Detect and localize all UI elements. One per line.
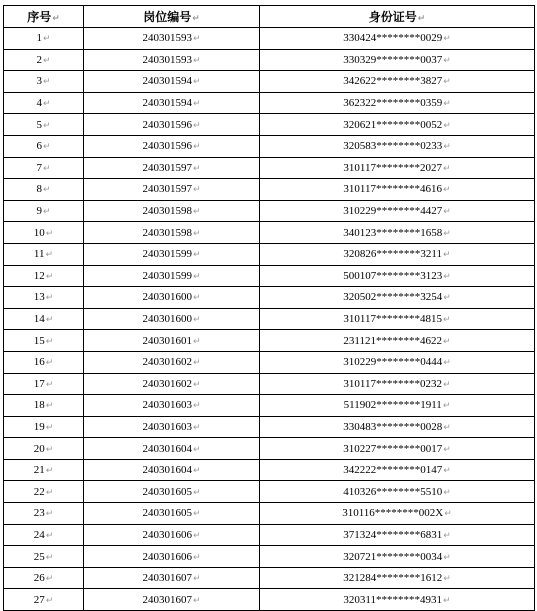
table-row <box>4 373 535 395</box>
id-number-cell: 310117********4815↵ <box>260 308 535 330</box>
paragraph-mark-icon: ↵ <box>45 336 54 347</box>
paragraph-mark-icon: ↵ <box>192 422 201 433</box>
paragraph-mark-icon: ↵ <box>42 77 51 88</box>
position-code-cell: 240301603↵ <box>84 416 260 438</box>
paragraph-mark-icon: ↵ <box>42 185 51 196</box>
id-number-cell: 231121********4622↵ <box>260 330 535 352</box>
paragraph-mark-icon: ↵ <box>443 271 451 282</box>
id-number-cell: 320826********3211↵ <box>260 243 535 265</box>
paragraph-mark-icon: ↵ <box>192 207 201 218</box>
paragraph-mark-icon: ↵ <box>52 14 60 24</box>
position-code-cell: 240301604↵ <box>84 438 260 460</box>
candidate-table <box>3 5 535 611</box>
paragraph-mark-icon: ↵ <box>45 401 54 412</box>
paragraph-mark-icon: ↵ <box>45 530 54 541</box>
paragraph-mark-icon: ↵ <box>42 99 51 110</box>
position-code-cell: 240301597↵ <box>84 157 260 179</box>
id-number-cell: 330424********0029↵ <box>260 28 535 50</box>
id-number-cell: 310229********0444↵ <box>260 351 535 373</box>
serial-number-cell: 2↵ <box>4 49 84 71</box>
paragraph-mark-icon: ↵ <box>45 595 54 606</box>
serial-number-cell: 19↵ <box>4 416 84 438</box>
paragraph-mark-icon: ↵ <box>443 358 451 369</box>
serial-number-cell: 27↵ <box>4 589 84 611</box>
paragraph-mark-icon: ↵ <box>443 34 451 45</box>
position-code-cell: 240301598↵ <box>84 200 260 222</box>
header-position-code: 岗位编号↵ <box>84 6 260 28</box>
position-code-cell: 240301600↵ <box>84 287 260 309</box>
position-code-cell: 240301605↵ <box>84 481 260 503</box>
position-code-cell: 240301607↵ <box>84 589 260 611</box>
paragraph-mark-icon: ↵ <box>443 185 451 196</box>
id-number-cell: 342222********0147↵ <box>260 459 535 481</box>
paragraph-mark-icon: ↵ <box>45 552 54 563</box>
id-number-cell: 310117********2027↵ <box>260 157 535 179</box>
table-row <box>4 589 535 611</box>
id-number-cell: 342622********3827↵ <box>260 71 535 93</box>
position-code-cell: 240301602↵ <box>84 351 260 373</box>
paragraph-mark-icon: ↵ <box>45 574 54 585</box>
paragraph-mark-icon: ↵ <box>443 336 451 347</box>
paragraph-mark-icon: ↵ <box>192 99 201 110</box>
paragraph-mark-icon: ↵ <box>443 530 451 541</box>
table-row <box>4 92 535 114</box>
serial-number-cell: 18↵ <box>4 395 84 417</box>
paragraph-mark-icon: ↵ <box>45 271 54 282</box>
table-row <box>4 49 535 71</box>
position-code-cell: 240301593↵ <box>84 49 260 71</box>
table-row <box>4 71 535 93</box>
position-code-cell: 240301599↵ <box>84 243 260 265</box>
table-row <box>4 351 535 373</box>
paragraph-mark-icon: ↵ <box>443 315 451 326</box>
paragraph-mark-icon: ↵ <box>192 401 201 412</box>
table-row <box>4 265 535 287</box>
table-row <box>4 28 535 50</box>
paragraph-mark-icon: ↵ <box>443 379 451 390</box>
serial-number-cell: 1↵ <box>4 28 84 50</box>
paragraph-mark-icon: ↵ <box>192 163 201 174</box>
position-code-cell: 240301601↵ <box>84 330 260 352</box>
serial-number-cell: 11↵ <box>4 243 84 265</box>
id-number-cell: 310229********4427↵ <box>260 200 535 222</box>
serial-number-cell: 17↵ <box>4 373 84 395</box>
paragraph-mark-icon: ↵ <box>192 552 201 563</box>
id-number-cell: 320502********3254↵ <box>260 287 535 309</box>
paragraph-mark-icon: ↵ <box>45 358 54 369</box>
position-code-cell: 240301600↵ <box>84 308 260 330</box>
id-number-cell: 410326********5510↵ <box>260 481 535 503</box>
paragraph-mark-icon: ↵ <box>192 120 201 131</box>
table-row <box>4 330 535 352</box>
paragraph-mark-icon: ↵ <box>192 595 201 606</box>
paragraph-mark-icon: ↵ <box>192 271 201 282</box>
position-code-cell: 240301594↵ <box>84 92 260 114</box>
paragraph-mark-icon: ↵ <box>443 77 451 88</box>
paragraph-mark-icon: ↵ <box>42 142 51 153</box>
position-code-cell: 240301597↵ <box>84 179 260 201</box>
paragraph-mark-icon: ↵ <box>443 228 451 239</box>
paragraph-mark-icon: ↵ <box>192 574 201 585</box>
id-number-cell: 320621********0052↵ <box>260 114 535 136</box>
paragraph-mark-icon: ↵ <box>45 379 54 390</box>
position-code-cell: 240301594↵ <box>84 71 260 93</box>
paragraph-mark-icon: ↵ <box>42 34 51 45</box>
table-body <box>4 28 535 611</box>
position-code-cell: 240301603↵ <box>84 395 260 417</box>
position-code-cell: 240301607↵ <box>84 567 260 589</box>
id-number-cell: 310117********4616↵ <box>260 179 535 201</box>
paragraph-mark-icon: ↵ <box>417 14 426 24</box>
table-row <box>4 395 535 417</box>
paragraph-mark-icon: ↵ <box>45 315 54 326</box>
position-code-cell: 240301596↵ <box>84 135 260 157</box>
paragraph-mark-icon: ↵ <box>192 142 201 153</box>
serial-number-cell: 5↵ <box>4 114 84 136</box>
paragraph-mark-icon: ↵ <box>443 142 451 153</box>
paragraph-mark-icon: ↵ <box>443 444 451 455</box>
table-row <box>4 459 535 481</box>
paragraph-mark-icon: ↵ <box>443 422 451 433</box>
position-code-cell: 240301604↵ <box>84 459 260 481</box>
table-row <box>4 546 535 568</box>
id-number-cell: 321284********1612↵ <box>260 567 535 589</box>
paragraph-mark-icon: ↵ <box>192 509 201 520</box>
paragraph-mark-icon: ↵ <box>443 120 451 131</box>
paragraph-mark-icon: ↵ <box>443 574 451 585</box>
paragraph-mark-icon: ↵ <box>443 163 451 174</box>
serial-number-cell: 10↵ <box>4 222 84 244</box>
position-code-cell: 240301606↵ <box>84 524 260 546</box>
table-row <box>4 200 535 222</box>
serial-number-cell: 16↵ <box>4 351 84 373</box>
paragraph-mark-icon: ↵ <box>443 595 451 606</box>
id-number-cell: 330329********0037↵ <box>260 49 535 71</box>
paragraph-mark-icon: ↵ <box>192 358 201 369</box>
id-number-cell: 340123********1658↵ <box>260 222 535 244</box>
paragraph-mark-icon: ↵ <box>45 509 54 520</box>
table-row <box>4 416 535 438</box>
serial-number-cell: 22↵ <box>4 481 84 503</box>
position-code-cell: 240301602↵ <box>84 373 260 395</box>
paragraph-mark-icon: ↵ <box>443 466 451 477</box>
position-code-cell: 240301605↵ <box>84 503 260 525</box>
serial-number-cell: 26↵ <box>4 567 84 589</box>
paragraph-mark-icon: ↵ <box>443 293 451 304</box>
id-number-cell: 310116********002X↵ <box>260 503 535 525</box>
paragraph-mark-icon: ↵ <box>443 55 451 66</box>
paragraph-mark-icon: ↵ <box>45 487 54 498</box>
paragraph-mark-icon: ↵ <box>42 207 51 218</box>
paragraph-mark-icon: ↵ <box>45 293 54 304</box>
paragraph-mark-icon: ↵ <box>192 250 201 261</box>
position-code-cell: 240301599↵ <box>84 265 260 287</box>
document-table-container <box>3 5 534 611</box>
paragraph-mark-icon: ↵ <box>192 14 200 24</box>
table-row <box>4 481 535 503</box>
paragraph-mark-icon: ↵ <box>192 185 201 196</box>
table-row <box>4 222 535 244</box>
position-code-cell: 240301593↵ <box>84 28 260 50</box>
position-code-cell: 240301596↵ <box>84 114 260 136</box>
serial-number-cell: 25↵ <box>4 546 84 568</box>
table-row <box>4 243 535 265</box>
paragraph-mark-icon: ↵ <box>192 228 201 239</box>
table-row <box>4 157 535 179</box>
table-row <box>4 438 535 460</box>
id-number-cell: 511902********1911↵ <box>260 395 535 417</box>
paragraph-mark-icon: ↵ <box>192 466 201 477</box>
paragraph-mark-icon: ↵ <box>443 552 451 563</box>
serial-number-cell: 24↵ <box>4 524 84 546</box>
serial-number-cell: 23↵ <box>4 503 84 525</box>
paragraph-mark-icon: ↵ <box>444 509 452 520</box>
id-number-cell: 320721********0034↵ <box>260 546 535 568</box>
table-header-row <box>4 6 535 28</box>
paragraph-mark-icon: ↵ <box>42 120 51 131</box>
serial-number-cell: 13↵ <box>4 287 84 309</box>
serial-number-cell: 14↵ <box>4 308 84 330</box>
paragraph-mark-icon: ↵ <box>45 444 54 455</box>
serial-number-cell: 3↵ <box>4 71 84 93</box>
serial-number-cell: 7↵ <box>4 157 84 179</box>
paragraph-mark-icon: ↵ <box>192 487 201 498</box>
paragraph-mark-icon: ↵ <box>192 315 201 326</box>
paragraph-mark-icon: ↵ <box>443 99 451 110</box>
paragraph-mark-icon: ↵ <box>45 466 54 477</box>
serial-number-cell: 4↵ <box>4 92 84 114</box>
paragraph-mark-icon: ↵ <box>45 422 54 433</box>
id-number-cell: 330483********0028↵ <box>260 416 535 438</box>
paragraph-mark-icon: ↵ <box>192 55 201 66</box>
id-number-cell: 310227********0017↵ <box>260 438 535 460</box>
serial-number-cell: 8↵ <box>4 179 84 201</box>
position-code-cell: 240301606↵ <box>84 546 260 568</box>
paragraph-mark-icon: ↵ <box>443 207 451 218</box>
table-row <box>4 287 535 309</box>
id-number-cell: 310117********0232↵ <box>260 373 535 395</box>
id-number-cell: 371324********6831↵ <box>260 524 535 546</box>
serial-number-cell: 12↵ <box>4 265 84 287</box>
paragraph-mark-icon: ↵ <box>42 163 51 174</box>
id-number-cell: 362322********0359↵ <box>260 92 535 114</box>
serial-number-cell: 6↵ <box>4 135 84 157</box>
paragraph-mark-icon: ↵ <box>192 530 201 541</box>
paragraph-mark-icon: ↵ <box>42 55 51 66</box>
serial-number-cell: 20↵ <box>4 438 84 460</box>
paragraph-mark-icon: ↵ <box>45 228 54 239</box>
serial-number-cell: 9↵ <box>4 200 84 222</box>
table-row <box>4 179 535 201</box>
paragraph-mark-icon: ↵ <box>192 336 201 347</box>
table-row <box>4 308 535 330</box>
serial-number-cell: 21↵ <box>4 459 84 481</box>
position-code-cell: 240301598↵ <box>84 222 260 244</box>
paragraph-mark-icon: ↵ <box>192 34 201 45</box>
header-serial-number: 序号↵ <box>4 6 84 28</box>
table-row <box>4 567 535 589</box>
table-row <box>4 524 535 546</box>
paragraph-mark-icon: ↵ <box>192 293 201 304</box>
table-row <box>4 135 535 157</box>
serial-number-cell: 15↵ <box>4 330 84 352</box>
table-row <box>4 114 535 136</box>
id-number-cell: 500107********3123↵ <box>260 265 535 287</box>
paragraph-mark-icon: ↵ <box>45 250 54 261</box>
paragraph-mark-icon: ↵ <box>192 444 201 455</box>
paragraph-mark-icon: ↵ <box>192 379 201 390</box>
table-row <box>4 503 535 525</box>
header-id-number: 身份证号↵ <box>260 6 535 28</box>
paragraph-mark-icon: ↵ <box>443 487 451 498</box>
id-number-cell: 320311********4931↵ <box>260 589 535 611</box>
paragraph-mark-icon: ↵ <box>442 401 451 412</box>
paragraph-mark-icon: ↵ <box>443 250 451 261</box>
id-number-cell: 320583********0233↵ <box>260 135 535 157</box>
paragraph-mark-icon: ↵ <box>192 77 201 88</box>
